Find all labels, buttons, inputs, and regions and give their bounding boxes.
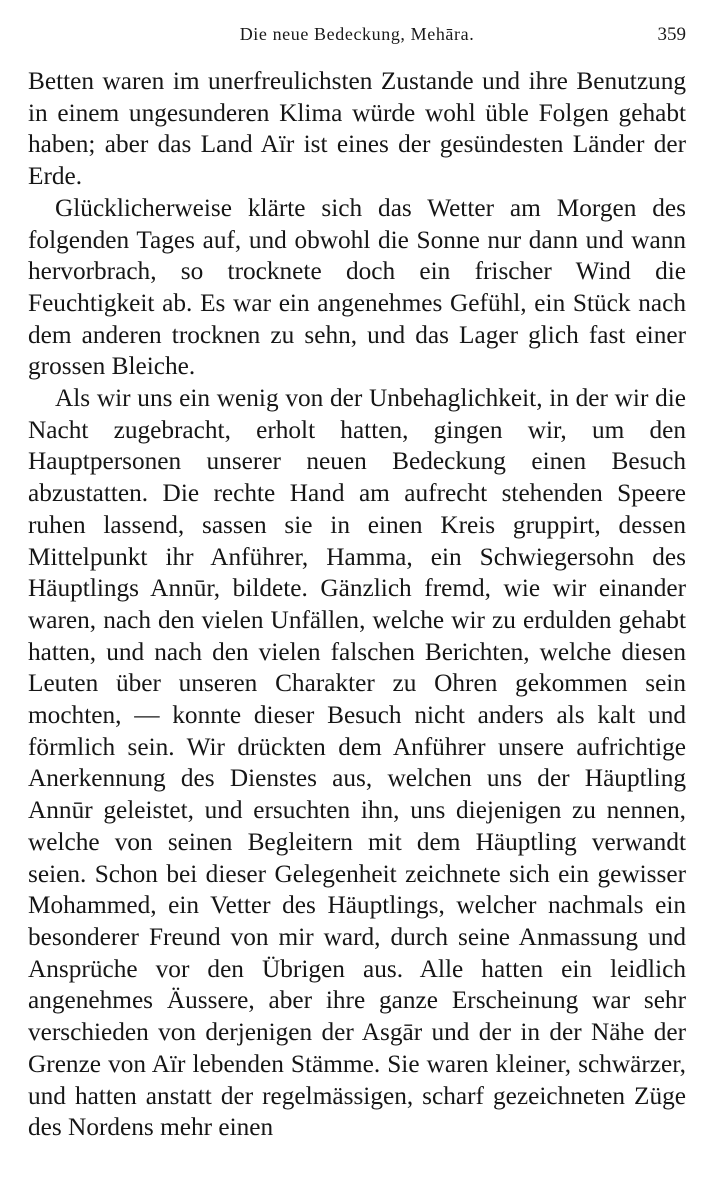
paragraph: Als wir uns ein wenig von der Unbehaglichkeit, in der wir die Nacht zugebracht, erholt hatten, gingen wir, um den Hauptpersonen unserer neuen Bedeckung einen Besuch abzustatten. Die rechte Hand am aufrecht stehenden Speere ruhen lassend, sassen sie in einen Kreis gruppirt, dessen Mittelpunkt ihr Anführer, Hamma, ein Schwiegersohn des Häuptlings Annūr, bildete. Gänzlich fremd, wie wir einander waren, nach den vielen Unfällen, welche wir zu erdulden gehabt hatten, und nach den vielen falschen Berichten, welche diesen Leuten über unseren Charakter zu Ohren gekommen sein mochten, — konnte dieser Besuch nicht anders als kalt und förmlich sein. Wir drückten dem Anführer unsere aufrichtige Anerkennung des Dienstes aus, welchen uns der Häuptling Annūr geleistet, und ersuchten ihn, uns diejenigen zu nennen, welche von seinen Begleitern mit dem Häuptling verwandt seien. Schon bei dieser Gelegenheit zeichnete sich ein gewisser Mohammed, ein Vetter des Häuptlings, welcher nachmals ein besonderer Freund von mir ward, durch seine Anmassung und Ansprüche vor den Übrigen aus. Alle hatten ein leidlich angenehmes Äussere, aber ihre ganze Erscheinung war sehr verschieden von derjenigen der Asgār und der in der Nähe der Grenze von Aïr lebenden Stämme. Sie waren kleiner, schwärzer, und hatten anstatt der regelmässigen, scharf gezeichneten Züge des Nordens mehr einen [28, 384, 686, 1142]
paragraph: Glücklicherweise klärte sich das Wetter am Morgen des folgenden Tages auf, und obwohl die Sonne nur dann und wann hervorbrach, so trocknete doch ein frischer Wind die Feuchtigkeit ab. Es war ein angenehmes Gefühl, ein Stück nach dem anderen trocknen zu sehn, und das Lager glich fast einer grossen Bleiche. [28, 193, 686, 381]
running-head [28, 24, 686, 56]
body-text [28, 66, 686, 1144]
running-title: Die neue Bedeckung, Mehāra. [239, 24, 475, 44]
page-number: 359 [657, 24, 686, 45]
paragraph-continued: Betten waren im unerfreulichsten Zustande und ihre Benutzung in einem ungesunderen Klima würde wohl üble Folgen gehabt haben; aber das Land Aïr ist eines der gesündesten Länder der Erde. [28, 67, 686, 191]
